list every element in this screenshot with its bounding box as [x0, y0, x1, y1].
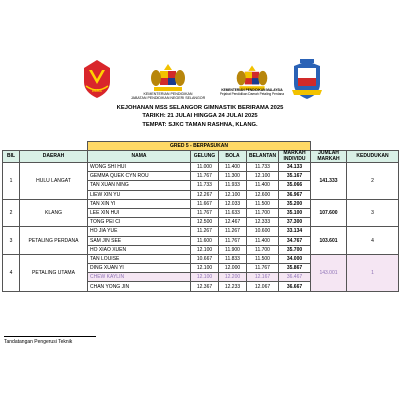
score-gelung: 11.600	[191, 236, 219, 245]
col-bil: BIL	[3, 151, 20, 163]
score-bola: 11.400	[219, 163, 247, 172]
athlete-name: CHEW KAYLIN	[88, 273, 191, 282]
score-belantan: 11.500	[247, 254, 279, 263]
signature-line	[4, 336, 96, 337]
athlete-name: WONG SHI HUI	[88, 163, 191, 172]
score-belantan: 11.767	[247, 264, 279, 273]
score-gelung: 12.500	[191, 218, 219, 227]
score-belantan: 12.067	[247, 282, 279, 291]
col-bola: BOLA	[219, 151, 247, 163]
score-markah: 35.700	[279, 245, 311, 254]
score-bola: 11.267	[219, 227, 247, 236]
score-markah: 34.000	[279, 254, 311, 263]
score-gelung: 11.767	[191, 208, 219, 217]
table-header-row	[3, 151, 399, 163]
col-daerah: DAERAH	[20, 151, 88, 163]
col-markah-individu: MARKAH INDIVIDU	[279, 151, 311, 163]
score-belantan: 11.733	[247, 163, 279, 172]
score-belantan: 12.333	[247, 218, 279, 227]
athlete-name: GEMMA QUEK CYN ROU	[88, 172, 191, 181]
results-table	[2, 141, 399, 292]
team-kedudukan: 3	[347, 199, 399, 227]
score-bola: 12.000	[219, 264, 247, 273]
table-row	[3, 227, 399, 236]
event-title: KEJOHANAN MSS SELANGOR GIMNASTIK BERIRAMA 2025	[116, 105, 284, 111]
athlete-name: TAN XIN YI	[88, 199, 191, 208]
team-kedudukan: 2	[347, 163, 399, 200]
team-daerah: PETALING UTAMA	[20, 254, 88, 291]
team-bil: 2	[3, 199, 20, 227]
team-kedudukan: 4	[347, 227, 399, 255]
score-bola: 11.900	[219, 245, 247, 254]
score-markah: 34.767	[279, 236, 311, 245]
team-daerah: HULU LANGAT	[20, 163, 88, 200]
score-belantan: 11.700	[247, 245, 279, 254]
athlete-name: CHAN YONG JIN	[88, 282, 191, 291]
score-gelung: 11.000	[191, 163, 219, 172]
score-gelung: 11.733	[191, 181, 219, 190]
score-bola: 11.300	[219, 172, 247, 181]
score-belantan: 11.500	[247, 199, 279, 208]
athlete-name: TAN XUAN NING	[88, 181, 191, 190]
col-gelung: GELUNG	[191, 151, 219, 163]
athlete-name: LEE XIN HUI	[88, 208, 191, 217]
score-belantan: 12.100	[247, 172, 279, 181]
document-header	[0, 104, 400, 129]
score-belantan: 11.700	[247, 208, 279, 217]
athlete-name: TAN LOUISE	[88, 254, 191, 263]
score-gelung: 11.767	[191, 172, 219, 181]
team-daerah: PETALING PERDANA	[20, 227, 88, 255]
team-jumlah: 141.333	[311, 163, 347, 200]
mss-selangor-logo	[80, 58, 114, 100]
team-jumlah: 143.001	[311, 254, 347, 291]
jpn-caption-1: KEMENTERIAN PENDIDIKAN MALAYSIA	[221, 88, 283, 92]
score-belantan: 11.400	[247, 236, 279, 245]
svg-text:MSS: MSS	[92, 88, 102, 93]
athlete-name: DING XUAN YI	[88, 264, 191, 273]
score-markah: 37.300	[279, 218, 311, 227]
team-bil: 3	[3, 227, 20, 255]
kpm-caption-2: JABATAN PENDIDIKAN NEGERI SELANGOR	[130, 96, 206, 100]
score-bola: 11.767	[219, 236, 247, 245]
team-bil: 4	[3, 254, 20, 291]
score-markah: 34.133	[279, 163, 311, 172]
score-markah: 33.134	[279, 227, 311, 236]
team-jumlah: 107.600	[311, 199, 347, 227]
table-row	[3, 199, 399, 208]
score-bola: 12.033	[219, 199, 247, 208]
score-bola: 11.933	[219, 181, 247, 190]
athlete-name: HO XIAO XUEN	[88, 245, 191, 254]
score-gelung: 12.267	[191, 190, 219, 199]
grade-banner-row	[3, 142, 399, 151]
score-gelung: 11.667	[191, 199, 219, 208]
score-gelung: 12.367	[191, 282, 219, 291]
athlete-name: HO JIA YUE	[88, 227, 191, 236]
col-jumlah-markah: JUMLAH MARKAH	[311, 151, 347, 163]
athlete-name: TONG PEI CI	[88, 218, 191, 227]
athlete-name: LIEW XIN YU	[88, 190, 191, 199]
kpm-caption-1: KEMENTERIAN PENDIDIKAN	[143, 92, 193, 96]
score-gelung: 12.100	[191, 245, 219, 254]
score-bola: 12.200	[219, 273, 247, 282]
score-gelung: 11.267	[191, 227, 219, 236]
score-markah: 36.667	[279, 282, 311, 291]
event-venue: TEMPAT: SJKC TAMAN RASHNA, KLANG.	[142, 121, 258, 128]
score-bola: 11.833	[219, 254, 247, 263]
signature-label: Tandatangan Pengerusi Teknik	[4, 339, 73, 345]
jpn-caption-2: Pejabat Pendidikan Daerah Petaling Perdana	[219, 92, 285, 96]
score-gelung: 12.100	[191, 264, 219, 273]
score-markah: 35.867	[279, 264, 311, 273]
score-belantan: 12.167	[247, 273, 279, 282]
score-markah: 35.167	[279, 172, 311, 181]
col-nama: NAMA	[88, 151, 191, 163]
team-daerah: KLANG	[20, 199, 88, 227]
score-markah: 35.200	[279, 199, 311, 208]
score-markah: 36.467	[279, 273, 311, 282]
score-belantan: 10.600	[247, 227, 279, 236]
score-markah: 35.066	[279, 181, 311, 190]
score-markah: 36.967	[279, 190, 311, 199]
event-date: TARIKH: 21 JULAI HINGGA 24 JULAI 2025	[142, 113, 258, 120]
grade-banner: GRED 5 - BERPASUKAN	[88, 142, 311, 151]
score-belantan: 12.600	[247, 190, 279, 199]
score-gelung: 12.100	[191, 273, 219, 282]
team-bil: 1	[3, 163, 20, 200]
table-row	[3, 254, 399, 263]
col-belantan: BELANTAN	[247, 151, 279, 163]
score-bola: 11.633	[219, 208, 247, 217]
table-row	[3, 163, 399, 172]
athlete-name: SAM JIN SEE	[88, 236, 191, 245]
score-bola: 12.233	[219, 282, 247, 291]
score-belantan: 11.400	[247, 181, 279, 190]
col-kedudukan: KEDUDUKAN	[347, 151, 399, 163]
score-bola: 12.100	[219, 190, 247, 199]
team-jumlah: 103.601	[311, 227, 347, 255]
score-gelung: 10.667	[191, 254, 219, 263]
score-markah: 35.100	[279, 208, 311, 217]
score-bola: 12.467	[219, 218, 247, 227]
team-kedudukan: 1	[347, 254, 399, 291]
